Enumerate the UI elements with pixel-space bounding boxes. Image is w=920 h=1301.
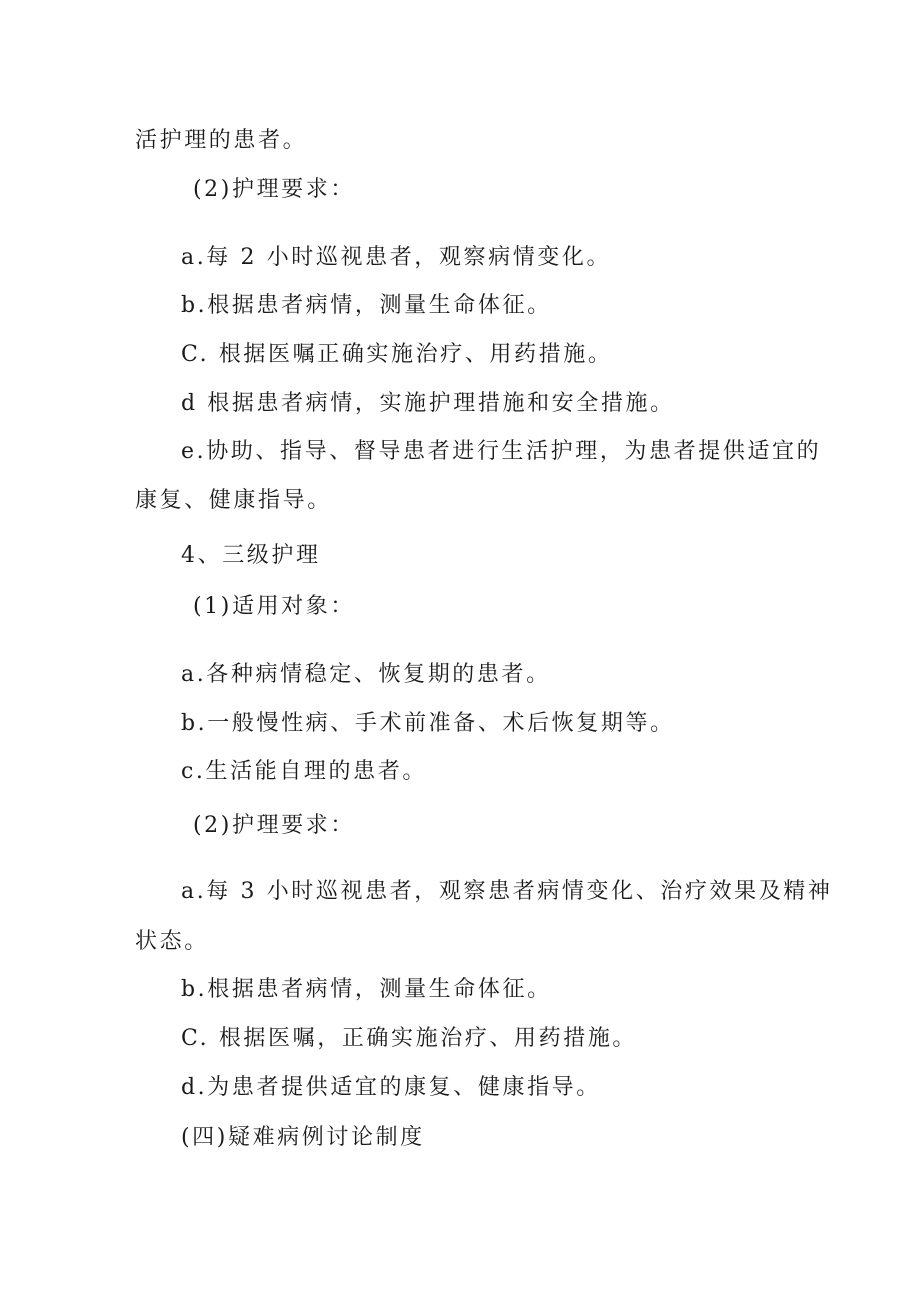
list-item-c: c.生活能自理的患者。 xyxy=(181,759,427,784)
list-item-c: C. 根据医嘱正确实施治疗、用药措施。 xyxy=(181,342,613,367)
text-line-continuation: 活护理的患者。 xyxy=(135,128,308,153)
list-item-e-continuation: 康复、健康指导。 xyxy=(135,488,332,513)
list-item-a: a.每 3 小时巡视患者，观察患者病情变化、治疗效果及精神 xyxy=(181,879,833,904)
list-item-a-continuation: 状态。 xyxy=(135,929,209,954)
list-item-c: C. 根据医嘱，正确实施治疗、用药措施。 xyxy=(181,1026,638,1051)
subheading-nursing-requirements: (2)护理要求： xyxy=(193,177,355,202)
list-item-a: a.每 2 小时巡视患者，观察病情变化。 xyxy=(181,245,612,270)
list-item-b: b.根据患者病情，测量生命体征。 xyxy=(181,977,552,1002)
list-item-d: d 根据患者病情，实施护理措施和安全措施。 xyxy=(181,391,675,416)
subheading-applicable-patients: (1)适用对象： xyxy=(193,594,355,619)
section-heading-difficult-case-discussion: (四)疑难病例讨论制度 xyxy=(181,1125,425,1150)
section-heading-level-3-care: 4、三级护理 xyxy=(181,543,321,568)
list-item-b: b.一般慢性病、手术前准备、术后恢复期等。 xyxy=(181,711,675,736)
list-item-d: d.为患者提供适宜的康复、健康指导。 xyxy=(181,1075,601,1100)
list-item-e: e.协助、指导、督导患者进行生活护理，为患者提供适宜的 xyxy=(181,439,822,464)
list-item-a: a.各种病情稳定、恢复期的患者。 xyxy=(181,662,551,687)
subheading-nursing-requirements: (2)护理要求： xyxy=(193,813,355,838)
list-item-b: b.根据患者病情，测量生命体征。 xyxy=(181,293,552,318)
